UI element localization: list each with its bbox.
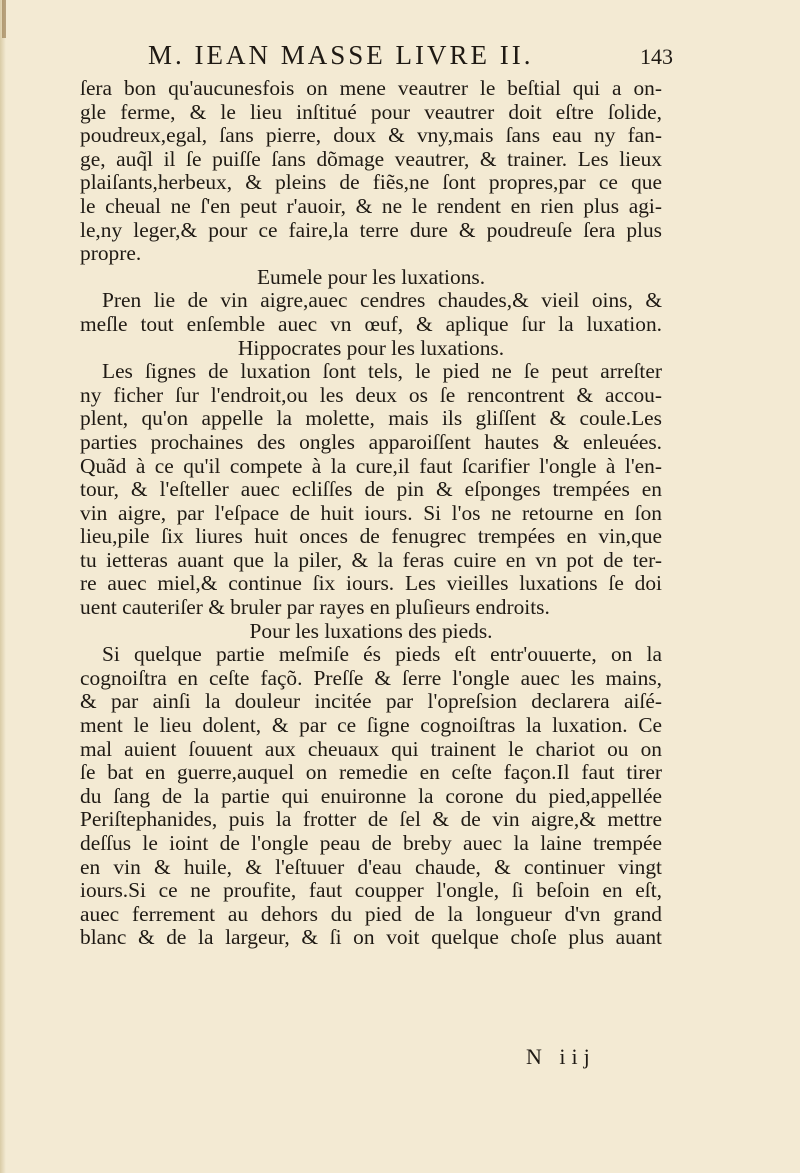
text-line: parties prochaines des ongles apparoiſſent hautes & enleuées.	[80, 429, 662, 454]
text-line: propre.	[80, 241, 142, 266]
text-line: Si quelque partie meſmiſe és pieds eſt entr'ouuerte, on la	[102, 642, 662, 667]
text-line: du ſang de la partie qui enuironne la corone du pied,appellée	[80, 783, 662, 808]
text-line: re auec miel,& continue ſix iours. Les vieilles luxations ſe doi	[80, 571, 662, 596]
signature-mark: N iij	[526, 1044, 596, 1069]
running-title: M. IEAN MASSE LIVRE II.	[148, 40, 534, 70]
text-line: ſe bat en guerre,auquel on remedie en ceſte façon.Il faut tirer	[80, 760, 662, 785]
text-line: iours.Si ce ne proufite, faut coupper l'ongle, ſi beſoin en eſt,	[80, 878, 662, 903]
text-line: gle ferme, & le lieu inſtitué pour veautrer doit eſtre ſolide,	[80, 99, 662, 124]
text-line: uent cauteriſer & bruler par rayes en pluſieurs endroits.	[80, 595, 550, 620]
text-line: ge, auq̃l il ſe puiſſe ſans dõmage veautrer, & trainer. Les lieux	[80, 146, 662, 171]
text-line: plaiſants,herbeux, & pleins de fiẽs,ne ſont propres,par ce que	[80, 170, 662, 195]
text-line: ment le lieu dolent, & par ce ſigne cognoiſtras la luxation. Ce	[80, 713, 662, 738]
text-line: blanc & de la largeur, & ſi on voit quelque choſe plus auant	[80, 925, 662, 950]
text-line: deſſus le ioint de l'ongle peau de breby auec la laine trempée	[80, 831, 662, 855]
text-line: Periſtephanides, puis la frotter de ſel & de vin aigre,& mettre	[80, 807, 662, 832]
text-line: & par ainſi la douleur incitée par l'opreſsion declarera aiſé-	[80, 689, 662, 714]
text-line: plent, qu'on appelle la molette, mais ils gliſſent & coule.Les	[80, 406, 662, 431]
binding-mark	[2, 0, 6, 38]
text-line: le cheual ne ſ'en peut r'auoir, & ne le rendent en rien plus agi-	[80, 193, 662, 218]
section-heading: Pour les luxations des pieds.	[249, 618, 493, 643]
text-line: tour, & l'eſteller auec ecliſſes de pin & eſponges trempées en	[80, 477, 662, 502]
text-line: ſera bon qu'aucunesfois on mene veautrer le beſtial qui a on-	[80, 76, 662, 100]
text-line: Les ſignes de luxation ſont tels, le pied ne ſe peut arreſter	[102, 359, 662, 384]
text-line: en vin & huile, & l'eſtuuer d'eau chaude, & continuer vingt	[80, 854, 662, 879]
text-line: cognoiſtra en ceſte façõ. Preſſe & ſerre l'ongle auec les mains,	[80, 665, 662, 690]
text-line: tu ietteras auant que la piler, & la feras cuire en vn pot de ter-	[80, 547, 662, 572]
section-heading: Eumele pour les luxations.	[256, 264, 486, 289]
text-line: le,ny leger,& pour ce faire,la terre dure & poudreuſe ſera plus	[80, 217, 662, 242]
text-line: poudreux,egal, ſans pierre, doux & vny,mais ſans eau ny fan-	[80, 123, 662, 148]
text-body	[80, 77, 662, 950]
text-line: ny ficher ſur l'endroit,ou les deux os ſe rencontrent & accou-	[80, 382, 662, 407]
page-number: 143	[640, 44, 673, 69]
page-footer	[80, 1044, 662, 1072]
text-line: mal auient ſouuent aux cheuaux qui trainent le chariot ou on	[80, 736, 662, 761]
text-line: auec ferrement au dehors du pied de la longueur d'vn grand	[80, 901, 662, 926]
text-line: meſle tout enſemble auec vn œuf, & aplique ſur la luxation.	[80, 311, 662, 336]
section-heading: Hippocrates pour les luxations.	[237, 335, 505, 360]
text-line: vin aigre, par l'eſpace de huit iours. Si l'os ne retourne en ſon	[80, 500, 662, 525]
text-line: lieu,pile ſix liures huit onces de fenugrec trempées en vin,que	[80, 524, 662, 549]
page-header	[148, 40, 673, 74]
text-line: Quãd à ce qu'il compete à la cure,il faut ſcarifier l'ongle à l'en-	[80, 453, 662, 478]
text-line: Pren lie de vin aigre,auec cendres chaudes,& vieil oins, &	[102, 288, 662, 313]
page-edge	[0, 0, 6, 1173]
